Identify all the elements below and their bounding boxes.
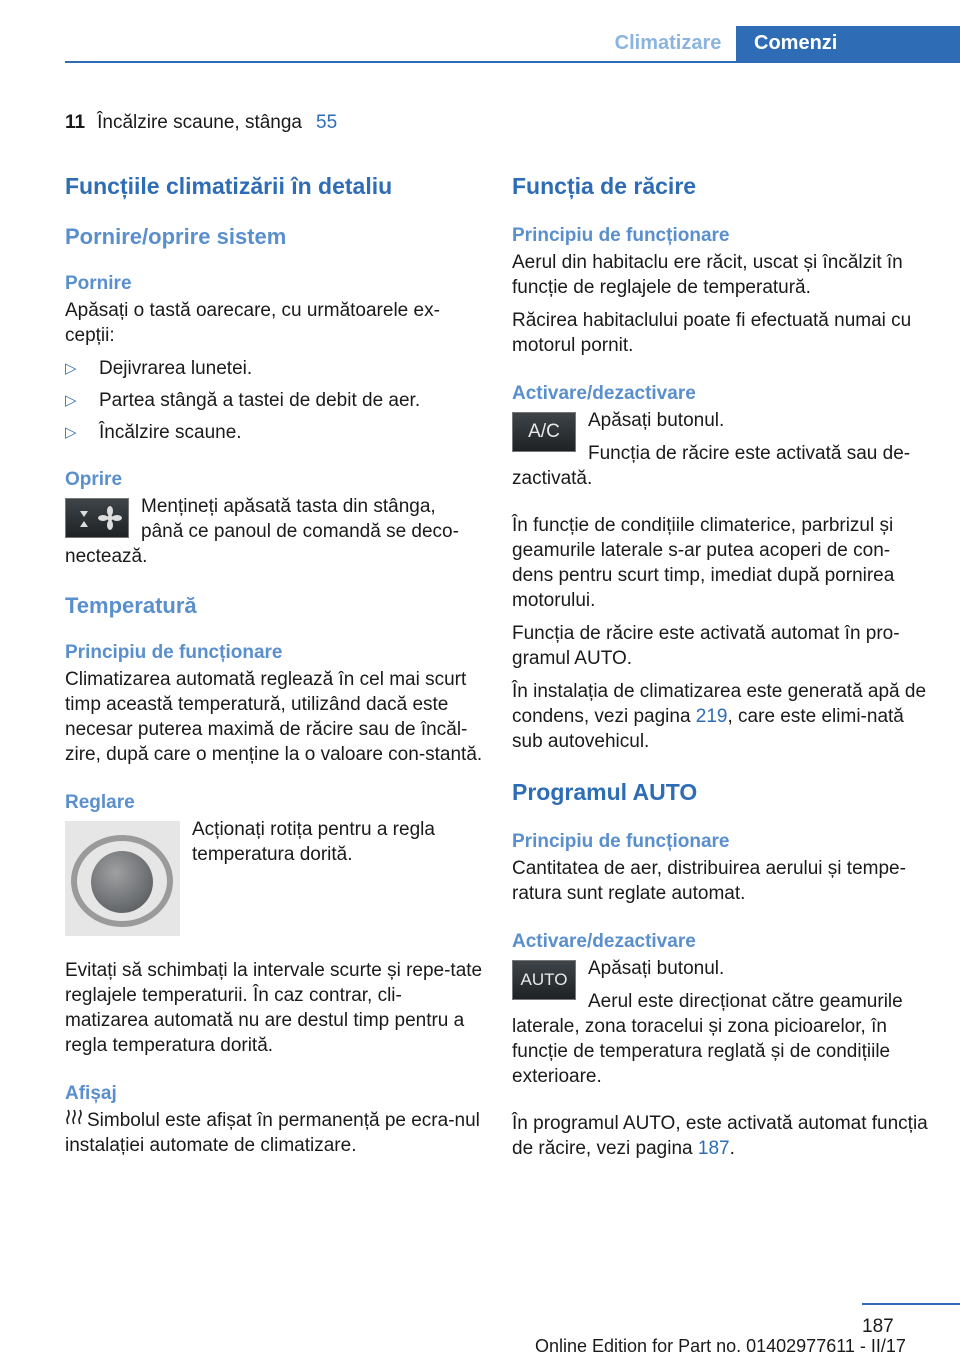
triangle-bullet-icon: ▷ — [65, 424, 77, 441]
heading-temperatura: Temperatură — [65, 593, 197, 618]
legend-item-11 — [65, 112, 337, 134]
header-active-tab: Comenzi — [736, 26, 960, 61]
heading-racire: Funcția de răcire — [512, 173, 697, 199]
legend-page-link[interactable]: 55 — [316, 112, 338, 133]
temperature-dial-image — [65, 821, 180, 936]
text-evitati: Evitați să schimbați la intervale scurte și repe-tate reglajele temperaturii. În caz contrar, cli-matizarea automată nu are destul timp pentru a regla temperatura dorită. — [65, 960, 483, 1056]
heading-pornire: Pornire — [65, 273, 132, 294]
oprire-block — [65, 494, 483, 577]
heading-afisaj: Afișaj — [65, 1083, 117, 1104]
edition-note: Online Edition for Part no. 01402977611 - II/17 — [535, 1336, 906, 1356]
header-rule — [65, 61, 960, 63]
heading-principiu-auto: Principiu de funcționare — [512, 831, 730, 852]
text-auto-2: Aerul este direcționat către geamurile laterale, zona toracelui și zona picioarelor, în funcție de temperatura reglată și de condițiile exterioare. — [512, 991, 903, 1087]
ac-button-image: A/C — [512, 412, 576, 452]
text-ac-state: Funcția de răcire este activată sau de-zactivată. — [512, 443, 911, 489]
text-afisaj-block — [65, 1108, 483, 1158]
list-item: ▷ Încălzire scaune. — [65, 422, 242, 443]
text-pornire: Apăsați o tastă oarecare, cu următoarele ex-cepții: — [65, 300, 440, 346]
text-racire-4: Funcția de răcire este activată automat în pro-gramul AUTO. — [512, 623, 900, 669]
heading-oprire: Oprire — [65, 469, 123, 490]
page-link-187[interactable]: 187 — [697, 1138, 730, 1159]
text-apasati: Apăsați butonul. — [588, 410, 725, 431]
text-auto-3: În programul AUTO, este activată automat funcția de răcire, vezi pagina 187. — [512, 1113, 928, 1159]
heading-auto: Programul AUTO — [512, 779, 698, 805]
footer-rule — [862, 1303, 960, 1305]
reglare-block — [65, 817, 483, 944]
heading-activare: Activare/dezactivare — [512, 383, 696, 404]
text-racire-1: Aerul din habitaclu ere răcit, uscat și încălzit în funcție de reglajele de temperatură. — [512, 252, 903, 298]
list-item: ▷ Partea stângă a tastei de debit de aer. — [65, 390, 421, 411]
left-column — [65, 170, 483, 1166]
fan-off-button-image — [65, 498, 129, 538]
text-afisaj: Simbolul este afișat în permanență pe ecra-nul instalației automate de climatizare. — [65, 1110, 480, 1156]
text-racire-5: În instalația de climatizarea este generată apă de condens, vezi pagina 219, care este elimi-nată sub autovehicul. — [512, 681, 927, 752]
exceptions-list — [65, 356, 483, 445]
triangle-bullet-icon: ▷ — [65, 360, 77, 377]
text-principiu: Climatizarea automată reglează în cel mai scurt timp această temperatură, utilizând dacă este necesar puterea maximă de răcire sau de încăl-zire, după care o menține la o valoare con-stantă. — [65, 669, 483, 765]
auto-button-image: AUTO — [512, 960, 576, 1000]
auto-block — [512, 956, 930, 1097]
legend-number: 11 — [65, 112, 86, 133]
list-item: ▷ Dejivrarea lunetei. — [65, 358, 253, 379]
section-title: Funcțiile climatizării în detaliu — [65, 173, 393, 199]
heading-principiu-racire: Principiu de funcționare — [512, 225, 730, 246]
text-racire-2: Răcirea habitaclului poate fi efectuată numai cu motorul pornit. — [512, 310, 912, 356]
page-link-219[interactable]: 219 — [695, 706, 728, 727]
legend-text: Încălzire scaune, stânga — [97, 112, 302, 133]
text-oprire: Mențineți apăsată tasta din stânga, până ce panoul de comandă se deco-nectează. — [65, 496, 459, 567]
heat-waves-icon — [65, 1108, 87, 1133]
right-column — [512, 170, 930, 1169]
heading-principiu: Principiu de funcționare — [65, 642, 283, 663]
header-section-tab: Climatizare — [614, 32, 722, 54]
heading-start-stop: Pornire/oprire sistem — [65, 224, 287, 249]
heading-activare-auto: Activare/dezactivare — [512, 931, 696, 952]
heading-reglare: Reglare — [65, 792, 135, 813]
text-auto-1: Cantitatea de aer, distribuirea aerului și tempe-ratura sunt reglate automat. — [512, 858, 906, 904]
ac-block — [512, 408, 930, 499]
triangle-bullet-icon: ▷ — [65, 392, 77, 409]
text-apasati-2: Apăsați butonul. — [588, 958, 725, 979]
fan-icon — [66, 499, 128, 537]
text-reglare: Acționați rotița pentru a regla temperatura dorită. — [192, 819, 435, 865]
page-number: 187 — [862, 1316, 894, 1337]
text-racire-3: În funcție de condițiile climaterice, parbrizul și geamurile laterale s-ar putea acoperi de con-dens pentru scurt timp, imediat după pornirea motorului. — [512, 515, 895, 611]
